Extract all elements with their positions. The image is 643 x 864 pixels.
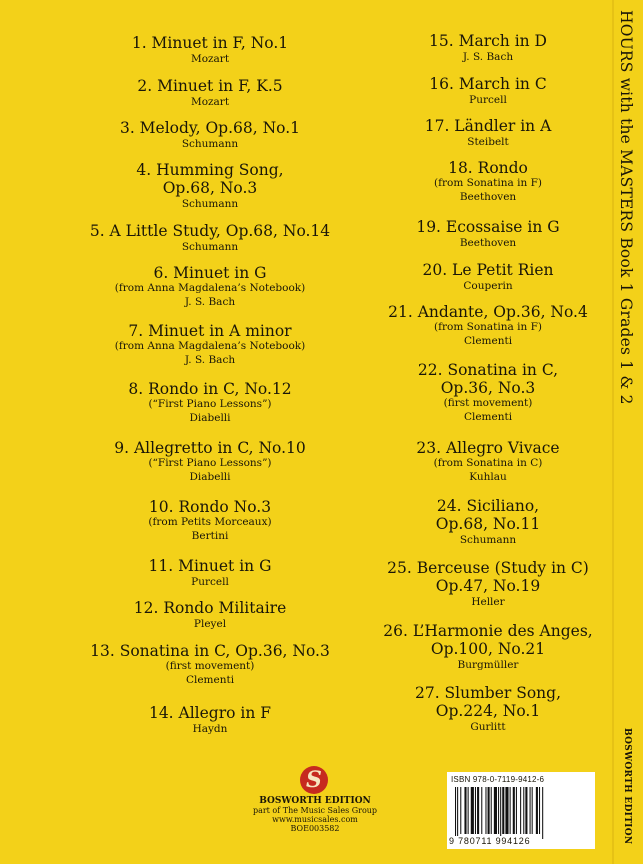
piece-composer: Purcell <box>191 576 229 588</box>
spine-title: HOURS with the MASTERS Book 1 Grades 1 & 2 <box>617 10 635 405</box>
piece-title: 22. Sonatina in C, <box>417 361 559 379</box>
piece-title: 10. Rondo No.3 <box>148 498 272 516</box>
piece-title: 1. Minuet in F, No.1 <box>131 34 289 52</box>
contents-entry <box>378 622 598 672</box>
piece-composer: J. S. Bach <box>184 296 236 308</box>
piece-composer: Diabelli <box>189 412 231 424</box>
piece-title: 19. Ecossaise in G <box>416 218 560 236</box>
piece-title-line2: Op.224, No.1 <box>435 702 541 720</box>
contents-entry <box>378 117 598 149</box>
piece-composer: Mozart <box>190 96 230 108</box>
piece-composer: Kuhlau <box>469 471 507 483</box>
ean-digits: 9 780711 994126 <box>449 836 531 846</box>
contents-entry <box>55 119 365 151</box>
piece-composer: Heller <box>471 596 505 608</box>
piece-title-line2: Op.68, No.3 <box>162 179 258 197</box>
piece-composer: Clementi <box>463 335 513 347</box>
piece-title: 27. Slumber Song, <box>414 684 562 702</box>
contents-entry <box>378 497 598 547</box>
piece-composer: Diabelli <box>189 471 231 483</box>
piece-composer: Schumann <box>181 241 239 253</box>
contents-entry <box>378 439 598 484</box>
piece-title: 25. Berceuse (Study in C) <box>387 559 589 577</box>
contents-entry <box>378 684 598 734</box>
contents-entry <box>55 161 365 211</box>
piece-title: 20. Le Petit Rien <box>422 261 554 279</box>
isbn-text: ISBN 978-0-7119-9412-6 <box>451 775 545 784</box>
piece-title: 7. Minuet in A minor <box>128 322 292 340</box>
spine-edition: BOSWORTH EDITION <box>622 728 632 845</box>
piece-composer: Clementi <box>185 674 235 686</box>
piece-composer: Schumann <box>181 198 239 210</box>
piece-source: (“First Piano Lessons”) <box>148 457 272 469</box>
piece-composer: Gurlitt <box>470 721 506 733</box>
piece-title: 9. Allegretto in C, No.10 <box>114 439 306 457</box>
contents-entry <box>55 222 365 254</box>
piece-title: 17. Ländler in A <box>424 117 552 135</box>
piece-composer: Steibelt <box>467 136 509 148</box>
contents-entry <box>378 361 598 424</box>
contents-entry <box>55 599 365 631</box>
piece-title: 13. Sonatina in C, Op.36, No.3 <box>90 642 330 660</box>
contents-entry <box>55 264 365 309</box>
piece-composer: Burgmüller <box>457 659 519 671</box>
contents-entry <box>55 557 365 589</box>
piece-composer: Couperin <box>463 280 513 292</box>
contents-entry <box>55 34 365 66</box>
piece-source: (from Sonatina in F) <box>434 177 542 189</box>
piece-composer: J. S. Bach <box>184 354 236 366</box>
catalog-number: BOE003582 <box>290 824 340 833</box>
barcode-panel <box>447 772 595 849</box>
piece-title: 21. Andante, Op.36, No.4 <box>388 303 588 321</box>
piece-title: 11. Minuet in G <box>148 557 272 575</box>
piece-title-line2: Op.68, No.11 <box>435 515 541 533</box>
contents-entry <box>378 159 598 204</box>
contents-entry <box>55 380 365 425</box>
contents-entry <box>55 498 365 543</box>
piece-source: (from Anna Magdalena’s Notebook) <box>114 340 306 352</box>
contents-entry <box>378 32 598 64</box>
piece-title: 6. Minuet in G <box>153 264 267 282</box>
piece-title: 4. Humming Song, <box>136 161 284 179</box>
contents-entry <box>55 704 365 736</box>
bosworth-logo-icon: S <box>300 766 328 794</box>
piece-composer: Mozart <box>190 53 230 65</box>
contents-entry <box>378 261 598 293</box>
piece-title-line2: Op.47, No.19 <box>435 577 541 595</box>
publisher-name: BOSWORTH EDITION <box>259 796 371 806</box>
contents-entry <box>378 559 598 609</box>
piece-title: 2. Minuet in F, K.5 <box>137 77 283 95</box>
piece-composer: J. S. Bach <box>462 51 514 63</box>
piece-source: (from Petits Morceaux) <box>148 516 272 528</box>
contents-entry <box>55 77 365 109</box>
piece-source: (first movement) <box>165 660 255 672</box>
piece-composer: Purcell <box>469 94 507 106</box>
piece-title-line2: Op.36, No.3 <box>440 379 536 397</box>
piece-composer: Beethoven <box>459 237 517 249</box>
publisher-url: www.musicsales.com <box>272 815 358 824</box>
piece-composer: Pleyel <box>193 618 227 630</box>
piece-title: 15. March in D <box>429 32 547 50</box>
piece-source: (from Anna Magdalena’s Notebook) <box>114 282 306 294</box>
piece-title: 3. Melody, Op.68, No.1 <box>119 119 301 137</box>
piece-title: 12. Rondo Militaire <box>133 599 287 617</box>
contents-entry <box>378 303 598 348</box>
piece-source: (first movement) <box>443 397 533 409</box>
piece-title: 8. Rondo in C, No.12 <box>128 380 292 398</box>
spine-fold <box>612 0 614 864</box>
piece-title: 24. Siciliano, <box>436 497 540 515</box>
contents-entry <box>378 218 598 250</box>
contents-entry <box>378 75 598 107</box>
piece-title: 18. Rondo <box>448 159 528 177</box>
piece-source: (from Sonatina in F) <box>434 321 542 333</box>
contents-entry <box>55 642 365 687</box>
piece-composer: Haydn <box>192 723 228 735</box>
piece-source: (from Sonatina in C) <box>433 457 543 469</box>
contents-entry <box>55 322 365 367</box>
piece-title: 16. March in C <box>429 75 547 93</box>
publisher-group: part of The Music Sales Group <box>252 806 378 815</box>
piece-composer: Schumann <box>181 138 239 150</box>
piece-title: 26. L’Harmonie des Anges, <box>383 622 593 640</box>
piece-composer: Schumann <box>459 534 517 546</box>
piece-title: 5. A Little Study, Op.68, No.14 <box>89 222 331 240</box>
piece-composer: Clementi <box>463 411 513 423</box>
contents-entry <box>55 439 365 484</box>
piece-title: 14. Allegro in F <box>148 704 272 722</box>
piece-composer: Bertini <box>191 530 229 542</box>
piece-title: 23. Allegro Vivace <box>416 439 560 457</box>
piece-source: (“First Piano Lessons”) <box>148 398 272 410</box>
piece-title-line2: Op.100, No.21 <box>430 640 546 658</box>
barcode-icon <box>455 787 587 839</box>
piece-composer: Beethoven <box>459 191 517 203</box>
